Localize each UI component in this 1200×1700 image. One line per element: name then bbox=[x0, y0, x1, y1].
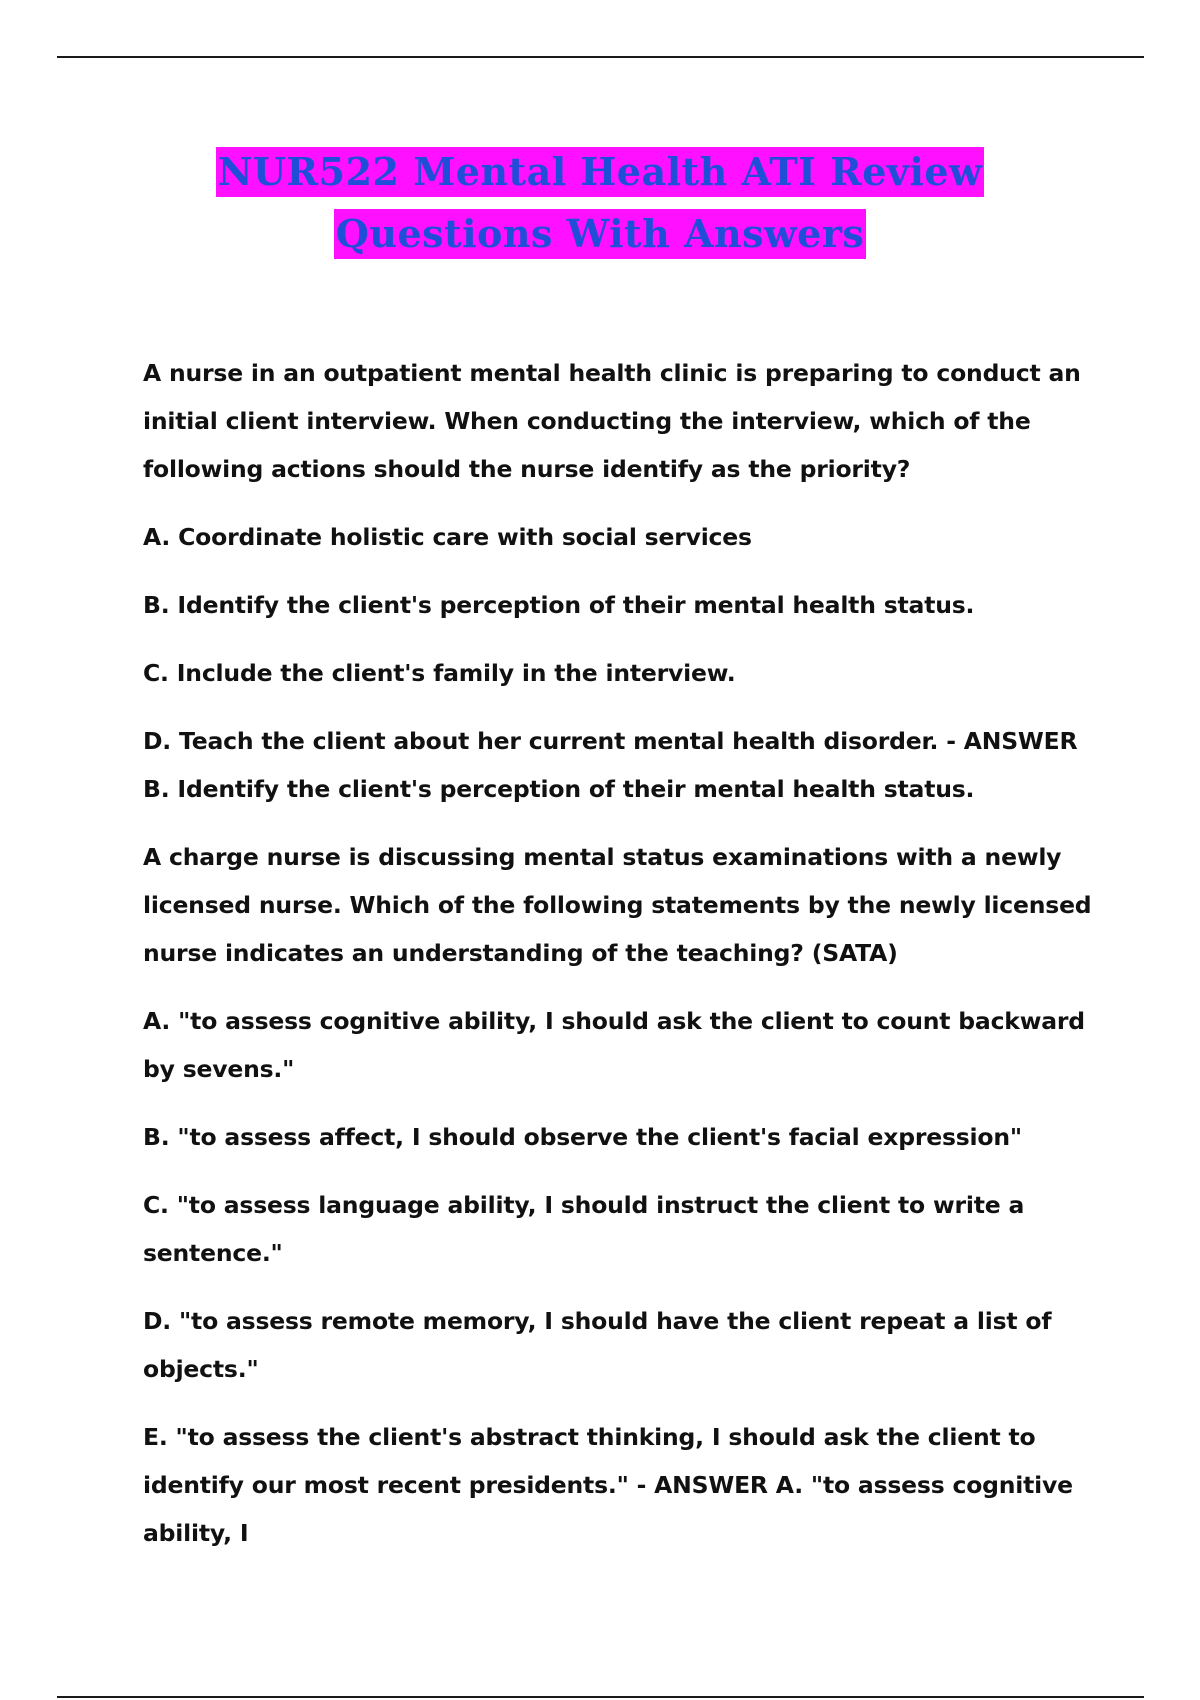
title-line-2: Questions With Answers bbox=[334, 209, 867, 259]
question-1-option-b: B. Identify the client's perception of their mental health status. bbox=[143, 591, 975, 619]
footer-rule bbox=[57, 1696, 1144, 1698]
header-rule bbox=[57, 56, 1144, 58]
question-2-stem: A charge nurse is discussing mental status examinations with a newly licensed nurse. Which of the following statements by the newly licensed nurse indicates an understanding of the teaching? (SATA) bbox=[143, 843, 1092, 967]
document-title bbox=[0, 143, 1200, 267]
question-2-option-b: B. "to assess affect, I should observe the client's facial expression" bbox=[143, 1123, 1022, 1151]
question-1-option-a: A. Coordinate holistic care with social services bbox=[143, 523, 752, 551]
question-1-option-c: C. Include the client's family in the interview. bbox=[143, 659, 736, 687]
question-2-option-c: C. "to assess language ability, I should instruct the client to write a sentence." bbox=[143, 1191, 1025, 1267]
question-1-option-d-answer: D. Teach the client about her current mental health disorder. - ANSWER B. Identify the client's perception of their mental health status. bbox=[143, 727, 1078, 803]
question-2-option-e-answer: E. "to assess the client's abstract thinking, I should ask the client to identify our most recent presidents." - ANSWER A. "to assess cognitive ability, I bbox=[143, 1423, 1073, 1547]
question-2-option-a: A. "to assess cognitive ability, I should ask the client to count backward by sevens." bbox=[143, 1007, 1085, 1083]
question-1-stem: A nurse in an outpatient mental health clinic is preparing to conduct an initial client interview. When conducting the interview, which of the following actions should the nurse identify as the priority? bbox=[143, 359, 1081, 483]
title-line-1: NUR522 Mental Health ATI Review bbox=[216, 147, 985, 197]
question-2-option-d: D. "to assess remote memory, I should have the client repeat a list of objects." bbox=[143, 1307, 1052, 1383]
document-body bbox=[143, 349, 1103, 1577]
